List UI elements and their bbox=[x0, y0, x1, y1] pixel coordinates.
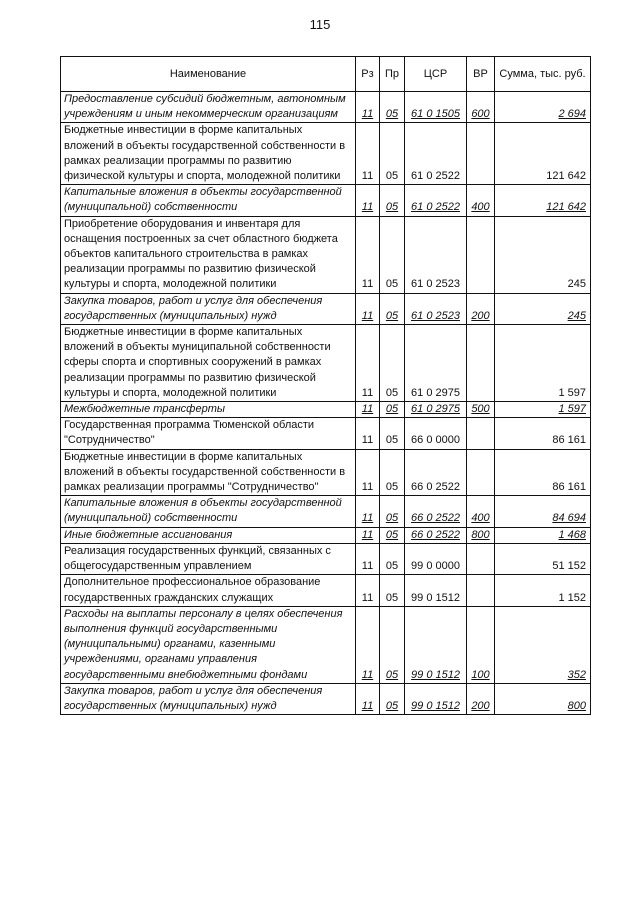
cell-name: Иные бюджетные ассигнования bbox=[61, 527, 356, 543]
cell-sum: 86 161 bbox=[495, 418, 591, 449]
cell-csr: 61 0 2975 bbox=[405, 402, 467, 418]
header-pr: Пр bbox=[380, 57, 405, 92]
cell-rz: 11 bbox=[356, 325, 380, 402]
cell-name: Межбюджетные трансферты bbox=[61, 402, 356, 418]
table-row bbox=[61, 496, 591, 527]
table-row bbox=[61, 527, 591, 543]
cell-pr: 05 bbox=[380, 402, 405, 418]
cell-csr: 61 0 2523 bbox=[405, 216, 467, 293]
cell-vr: 800 bbox=[467, 527, 495, 543]
header-vr: ВР bbox=[467, 57, 495, 92]
cell-csr: 99 0 0000 bbox=[405, 543, 467, 574]
cell-vr bbox=[467, 418, 495, 449]
cell-sum: 245 bbox=[495, 293, 591, 324]
cell-vr bbox=[467, 449, 495, 496]
cell-name: Бюджетные инвестиции в форме капитальных вложений в объекты государственной собственности в рамках реализации программы "Сотрудничество" bbox=[61, 449, 356, 496]
cell-sum: 800 bbox=[495, 683, 591, 714]
cell-sum: 1 468 bbox=[495, 527, 591, 543]
cell-rz: 11 bbox=[356, 496, 380, 527]
cell-pr: 05 bbox=[380, 496, 405, 527]
cell-vr: 200 bbox=[467, 293, 495, 324]
cell-vr: 400 bbox=[467, 496, 495, 527]
table-row bbox=[61, 92, 591, 123]
cell-sum: 1 597 bbox=[495, 402, 591, 418]
cell-pr: 05 bbox=[380, 683, 405, 714]
cell-vr bbox=[467, 543, 495, 574]
cell-csr: 99 0 1512 bbox=[405, 606, 467, 683]
cell-rz: 11 bbox=[356, 543, 380, 574]
cell-vr bbox=[467, 216, 495, 293]
cell-rz: 11 bbox=[356, 92, 380, 123]
cell-vr bbox=[467, 325, 495, 402]
cell-pr: 05 bbox=[380, 293, 405, 324]
cell-pr: 05 bbox=[380, 606, 405, 683]
cell-rz: 11 bbox=[356, 216, 380, 293]
cell-pr: 05 bbox=[380, 216, 405, 293]
cell-csr: 61 0 2523 bbox=[405, 293, 467, 324]
cell-sum: 1 152 bbox=[495, 575, 591, 606]
cell-pr: 05 bbox=[380, 418, 405, 449]
cell-vr: 100 bbox=[467, 606, 495, 683]
table-row bbox=[61, 418, 591, 449]
table-row bbox=[61, 216, 591, 293]
cell-vr: 200 bbox=[467, 683, 495, 714]
cell-sum: 2 694 bbox=[495, 92, 591, 123]
cell-pr: 05 bbox=[380, 527, 405, 543]
table-row bbox=[61, 123, 591, 185]
cell-pr: 05 bbox=[380, 575, 405, 606]
cell-csr: 99 0 1512 bbox=[405, 683, 467, 714]
cell-vr: 600 bbox=[467, 92, 495, 123]
cell-sum: 121 642 bbox=[495, 123, 591, 185]
cell-rz: 11 bbox=[356, 575, 380, 606]
budget-table bbox=[60, 56, 591, 715]
cell-name: Капитальные вложения в объекты государственной (муниципальной) собственности bbox=[61, 496, 356, 527]
table-row bbox=[61, 325, 591, 402]
table-row bbox=[61, 606, 591, 683]
header-sum: Сумма, тыс. руб. bbox=[495, 57, 591, 92]
table-row bbox=[61, 575, 591, 606]
cell-csr: 99 0 1512 bbox=[405, 575, 467, 606]
cell-name: Дополнительное профессиональное образование государственных гражданских служащих bbox=[61, 575, 356, 606]
cell-vr bbox=[467, 123, 495, 185]
cell-vr: 500 bbox=[467, 402, 495, 418]
cell-pr: 05 bbox=[380, 325, 405, 402]
cell-sum: 84 694 bbox=[495, 496, 591, 527]
cell-csr: 61 0 2522 bbox=[405, 123, 467, 185]
cell-csr: 61 0 2975 bbox=[405, 325, 467, 402]
cell-sum: 1 597 bbox=[495, 325, 591, 402]
table-row bbox=[61, 683, 591, 714]
table-row bbox=[61, 402, 591, 418]
header-rz: Рз bbox=[356, 57, 380, 92]
cell-csr: 66 0 2522 bbox=[405, 527, 467, 543]
cell-name: Приобретение оборудования и инвентаря для оснащения построенных за счет областного бюджета объектов капитального строительства в рамках реализации программы по развитию физической культуры и спорта, молодежной политики bbox=[61, 216, 356, 293]
cell-rz: 11 bbox=[356, 606, 380, 683]
cell-rz: 11 bbox=[356, 402, 380, 418]
table-row bbox=[61, 293, 591, 324]
cell-name: Закупка товаров, работ и услуг для обеспечения государственных (муниципальных) нужд bbox=[61, 683, 356, 714]
table-row bbox=[61, 543, 591, 574]
cell-rz: 11 bbox=[356, 449, 380, 496]
cell-pr: 05 bbox=[380, 185, 405, 216]
cell-sum: 245 bbox=[495, 216, 591, 293]
cell-csr: 61 0 1505 bbox=[405, 92, 467, 123]
cell-rz: 11 bbox=[356, 293, 380, 324]
header-name: Наименование bbox=[61, 57, 356, 92]
cell-name: Бюджетные инвестиции в форме капитальных вложений в объекты государственной собственности в рамках реализации программы по развитию физической культуры и спорта, молодежной политики bbox=[61, 123, 356, 185]
table-header-row bbox=[61, 57, 591, 92]
cell-name: Реализация государственных функций, связанных с общегосударственным управлением bbox=[61, 543, 356, 574]
cell-sum: 86 161 bbox=[495, 449, 591, 496]
cell-csr: 66 0 2522 bbox=[405, 449, 467, 496]
cell-csr: 66 0 0000 bbox=[405, 418, 467, 449]
cell-sum: 51 152 bbox=[495, 543, 591, 574]
cell-sum: 121 642 bbox=[495, 185, 591, 216]
cell-rz: 11 bbox=[356, 185, 380, 216]
cell-pr: 05 bbox=[380, 123, 405, 185]
cell-sum: 352 bbox=[495, 606, 591, 683]
cell-name: Бюджетные инвестиции в форме капитальных вложений в объекты муниципальной собственности сферы спорта и спортивных сооружений в рамках реализации программы по развитию физической культуры и спорта, молодежной политики bbox=[61, 325, 356, 402]
cell-vr bbox=[467, 575, 495, 606]
page-number: 115 bbox=[309, 17, 331, 32]
cell-name: Закупка товаров, работ и услуг для обеспечения государственных (муниципальных) нужд bbox=[61, 293, 356, 324]
cell-pr: 05 bbox=[380, 92, 405, 123]
cell-pr: 05 bbox=[380, 543, 405, 574]
cell-name: Расходы на выплаты персоналу в целях обеспечения выполнения функций государственными (муниципальными) органами, казенными учреждениями, органами управления государственными внебюджетными фондами bbox=[61, 606, 356, 683]
cell-rz: 11 bbox=[356, 683, 380, 714]
table-row bbox=[61, 449, 591, 496]
cell-rz: 11 bbox=[356, 527, 380, 543]
cell-rz: 11 bbox=[356, 418, 380, 449]
table-row bbox=[61, 185, 591, 216]
cell-csr: 66 0 2522 bbox=[405, 496, 467, 527]
cell-name: Капитальные вложения в объекты государственной (муниципальной) собственности bbox=[61, 185, 356, 216]
cell-vr: 400 bbox=[467, 185, 495, 216]
cell-name: Предоставление субсидий бюджетным, автономным учреждениям и иным некоммерческим организациям bbox=[61, 92, 356, 123]
cell-name: Государственная программа Тюменской области "Сотрудничество" bbox=[61, 418, 356, 449]
cell-rz: 11 bbox=[356, 123, 380, 185]
cell-pr: 05 bbox=[380, 449, 405, 496]
header-csr: ЦСР bbox=[405, 57, 467, 92]
cell-csr: 61 0 2522 bbox=[405, 185, 467, 216]
